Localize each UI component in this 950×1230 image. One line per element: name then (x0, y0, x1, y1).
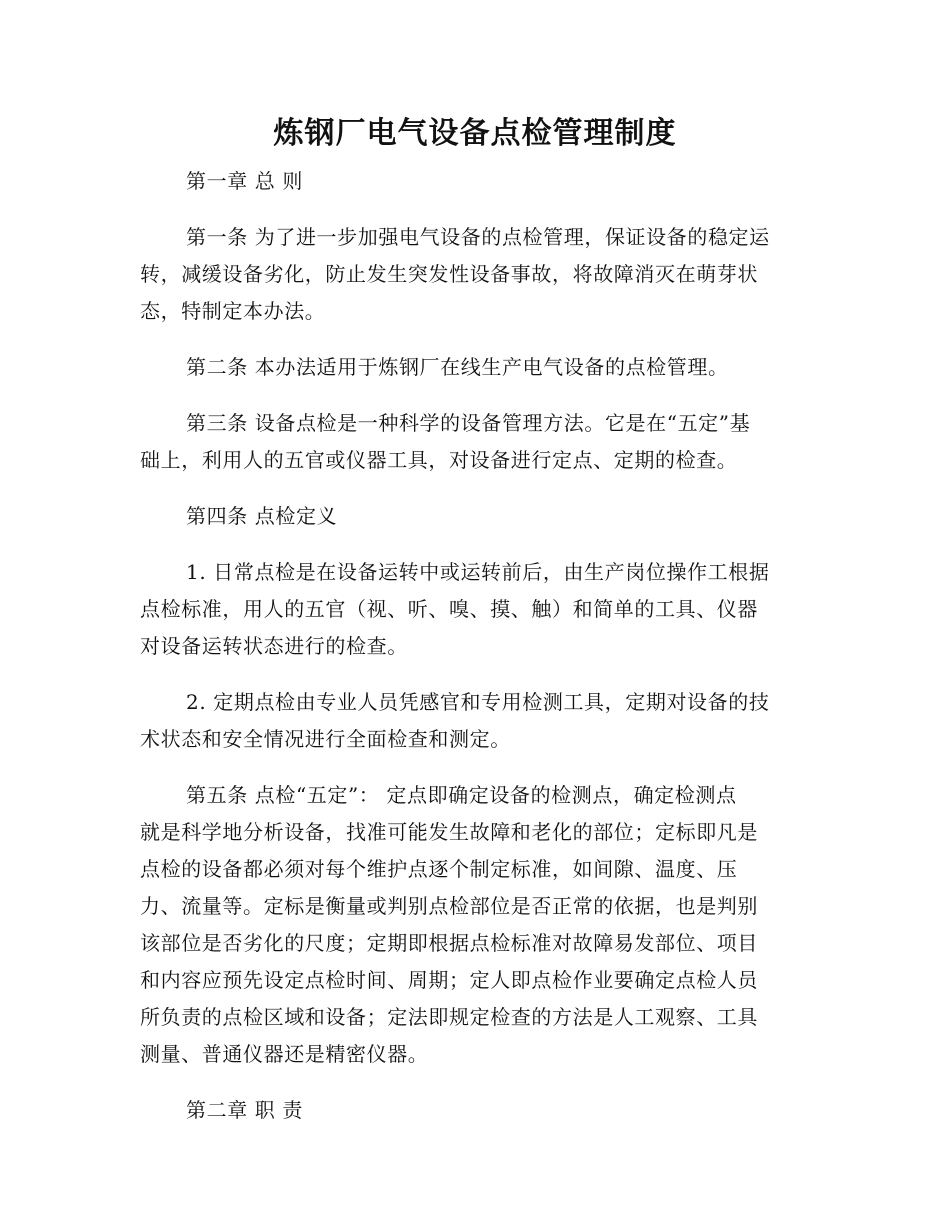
document-title: 炼钢厂电气设备点检管理制度 (273, 116, 677, 151)
item-1-line-3: 对设备运转状态进行的检查。 (140, 634, 408, 658)
article-1-line-2: 转，减缓设备劣化，防止发生突发性设备事故，将故障消灭在萌芽状 (140, 262, 758, 286)
item-1-line-1: 1. 日常点检是在设备运转中或运转前后，由生产岗位操作工根据 (186, 560, 770, 584)
article-1 (140, 219, 805, 330)
article-5-line-5: 该部位是否劣化的尺度；定期即根据点检标准对故障易发部位、项目 (140, 931, 758, 955)
article-2-text: 第二条 本办法适用于炼钢厂在线生产电气设备的点检管理。 (186, 355, 729, 379)
definition-item-1 (140, 554, 805, 665)
article-4 (140, 498, 805, 535)
article-5-line-7: 所负责的点检区域和设备；定法即规定检查的方法是人工观察、工具 (140, 1005, 758, 1029)
article-1-line-1: 第一条 为了进一步加强电气设备的点检管理，保证设备的稳定运 (186, 225, 770, 249)
article-2 (140, 349, 805, 386)
article-1-line-3: 态，特制定本办法。 (140, 299, 326, 323)
article-5-line-8: 测量、普通仪器还是精密仪器。 (140, 1042, 429, 1066)
article-3 (140, 405, 805, 479)
article-5-line-2: 就是科学地分析设备，找准可能发生故障和老化的部位；定标即凡是 (140, 820, 758, 844)
article-4-text: 第四条 点检定义 (186, 504, 338, 528)
item-2-line-1: 2. 定期点检由专业人员凭感官和专用检测工具，定期对设备的技 (186, 690, 770, 714)
chapter-heading-text: 第二章 职 责 (186, 1098, 303, 1122)
article-5-line-4: 力、流量等。定标是衡量或判别点检部位是否正常的依据，也是判别 (140, 894, 758, 918)
article-5-line-6: 和内容应预先设定点检时间、周期；定人即点检作业要确定点检人员 (140, 968, 758, 992)
item-1-line-2: 点检标准，用人的五官（视、听、嗅、摸、触）和简单的工具、仪器 (140, 597, 758, 621)
article-3-line-2: 础上，利用人的五官或仪器工具，对设备进行定点、定期的检查。 (140, 448, 738, 472)
article-5 (140, 777, 805, 1073)
item-2-line-2: 术状态和安全情况进行全面检查和测定。 (140, 727, 511, 751)
definition-item-2 (140, 684, 805, 758)
article-3-line-1: 第三条 设备点检是一种科学的设备管理方法。它是在“五定”基 (186, 411, 751, 435)
article-5-line-3: 点检的设备都必须对每个维护点逐个制定标准，如间隙、温度、压 (140, 857, 738, 881)
document-body (140, 163, 805, 1148)
chapter-heading-1 (140, 163, 805, 200)
chapter-heading-text: 第一章 总 则 (186, 169, 303, 193)
chapter-heading-2 (140, 1092, 805, 1129)
article-5-line-1: 第五条 点检“五定”： 定点即确定设备的检测点，确定检测点 (186, 783, 737, 807)
